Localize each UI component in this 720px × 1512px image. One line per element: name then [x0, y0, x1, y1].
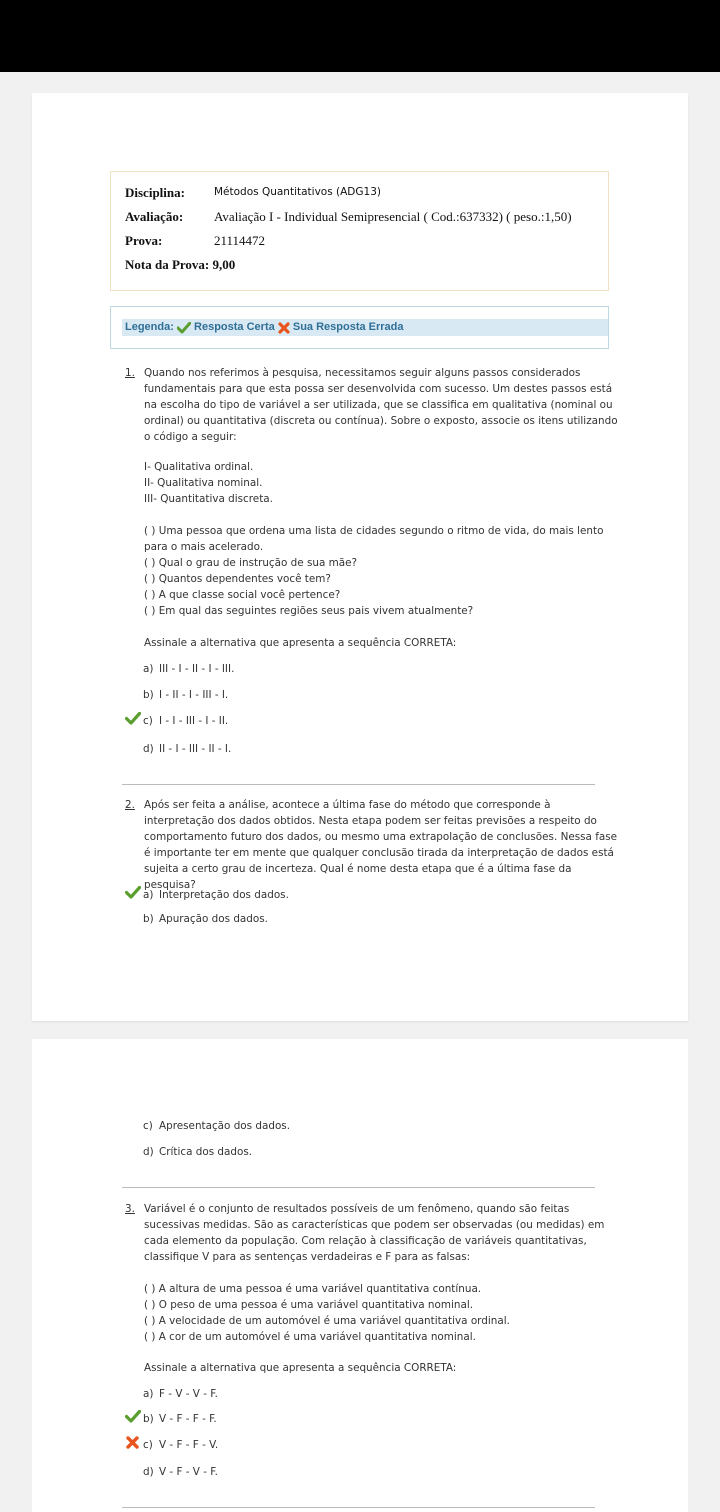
q2-alt-a-letter: a)	[143, 889, 154, 901]
check-icon	[125, 886, 141, 899]
q3-alt-c-text: V - F - F - V.	[159, 1439, 219, 1451]
q2-alt-c-letter: c)	[143, 1120, 153, 1132]
q2-alt-d[interactable]	[143, 1145, 252, 1159]
q1-alt-d[interactable]	[143, 742, 231, 756]
q1-code-2: II- Qualitativa nominal.	[144, 477, 263, 489]
q3-alt-d-text: V - F - V - F.	[159, 1466, 218, 1478]
q2-alt-b-text: Apuração dos dados.	[159, 913, 268, 925]
q3-alt-a-text: F - V - V - F.	[159, 1388, 218, 1400]
legend-correct: Resposta Certa	[194, 321, 275, 333]
q3-alt-d[interactable]	[143, 1465, 218, 1479]
page-1	[32, 93, 688, 1021]
question-1-text: Quando nos referimos à pesquisa, necessitamos seguir alguns passos considerados fundamentais para que esta possa ser desenvolvida com sucesso. Um destes passos está na escolha do tipo de variável a ser utilizada, que se classifica em qualitativa (nominal ou ordinal) ou quantitativa (discreta ou contínua). Sobre o exposto, associe os itens utilizando o código a seguir:	[144, 367, 618, 443]
check-icon	[125, 712, 141, 725]
q1-item-1-cont: para o mais acelerado.	[144, 541, 264, 553]
check-icon	[125, 1410, 141, 1423]
q1-alt-a-letter: a)	[143, 663, 154, 675]
prova-label: Prova:	[125, 233, 163, 248]
q1-alt-c[interactable]	[143, 714, 228, 728]
disciplina-label: Disciplina:	[125, 185, 185, 200]
legend-box	[110, 306, 609, 349]
q1-prompt-text: Assinale a alternativa que apresenta a sequência CORRETA:	[144, 637, 457, 649]
q1-alt-b-text: I - II - I - III - I.	[159, 689, 229, 701]
q1-alt-d-text: II - I - III - II - I.	[159, 743, 232, 755]
q3-alt-d-letter: d)	[143, 1466, 154, 1478]
avaliacao-label: Avaliação:	[125, 209, 184, 224]
q3-item-2: ( ) O peso de uma pessoa é uma variável quantitativa nominal.	[144, 1299, 474, 1311]
q3-alt-b-text: V - F - F - F.	[159, 1413, 217, 1425]
question-1-number: 1.	[125, 367, 135, 379]
question-2-text: Após ser feita a análise, acontece a última fase do método que corresponde à interpretação dos dados obtidos. Nesta etapa podem ser feitas previsões a respeito do comportamento futuro dos dados, ou mesmo uma extrapolação de conclusões. Nessa fase é importante ter em mente que qualquer conclusão tirada da interpretação de dados está sujeita a certo grau de incerteza. Qual é nome desta etapa que é a última fase da pesquisa?	[144, 799, 618, 891]
q1-alt-a[interactable]	[143, 662, 234, 676]
q3-alt-b[interactable]	[143, 1412, 217, 1426]
q3-prompt-text: Assinale a alternativa que apresenta a sequência CORRETA:	[144, 1362, 457, 1374]
q2-alt-d-text: Crítica dos dados.	[159, 1146, 253, 1158]
separator	[122, 784, 595, 785]
q1-alt-b-letter: b)	[143, 689, 154, 701]
q1-item-1: ( ) Uma pessoa que ordena uma lista de cidades segundo o ritmo de vida, do mais lento	[144, 525, 604, 537]
legend-label: Legenda:	[125, 321, 174, 333]
q3-alt-a[interactable]	[143, 1387, 218, 1401]
q1-alt-c-letter: c)	[143, 715, 153, 727]
q3-alt-c[interactable]	[143, 1438, 218, 1452]
top-bar	[0, 0, 720, 72]
prova-value: 21114472	[214, 233, 266, 248]
q3-alt-a-letter: a)	[143, 1388, 154, 1400]
q1-alt-c-text: I - I - III - I - II.	[159, 715, 229, 727]
q1-alt-d-letter: d)	[143, 743, 154, 755]
avaliacao-value: Avaliação I - Individual Semipresencial ( Cod.:637332) ( peso.:1,50)	[214, 209, 572, 224]
q3-item-4: ( ) A cor de um automóvel é uma variável quantitativa nominal.	[144, 1331, 476, 1343]
separator	[122, 1187, 595, 1188]
exam-info-box	[110, 171, 609, 291]
disciplina-value: Métodos Quantitativos (ADG13)	[214, 186, 381, 198]
question-3-text: Variável é o conjunto de resultados possíveis de um fenômeno, quando são feitas sucessivas medidas. São as características que podem ser observadas (ou medidas) em cada elemento da população. Com relação à classificação de variáveis quantitativas, classifique V para as sentenças verdadeiras e F para as falsas:	[144, 1203, 605, 1263]
q3-item-1: ( ) A altura de uma pessoa é uma variável quantitativa contínua.	[144, 1283, 482, 1295]
q1-item-5: ( ) Em qual das seguintes regiões seus pais vivem atualmente?	[144, 605, 474, 617]
q3-alt-c-letter: c)	[143, 1439, 153, 1451]
cross-icon	[126, 1436, 139, 1449]
q2-alt-c[interactable]	[143, 1119, 290, 1133]
page-2	[32, 1039, 688, 1512]
cross-icon	[278, 322, 290, 334]
q3-item-3: ( ) A velocidade de um automóvel é uma variável quantitativa ordinal.	[144, 1315, 510, 1327]
check-icon	[177, 322, 191, 334]
q2-alt-c-text: Apresentação dos dados.	[159, 1120, 291, 1132]
legend-bar	[122, 319, 608, 336]
q1-alt-b[interactable]	[143, 688, 228, 702]
q1-code-1: I- Qualitativa ordinal.	[144, 461, 254, 473]
question-2-number: 2.	[125, 799, 135, 811]
q2-alt-b-letter: b)	[143, 913, 154, 925]
q1-item-4: ( ) A que classe social você pertence?	[144, 589, 341, 601]
q1-alt-a-text: III - I - II - I - III.	[159, 663, 235, 675]
q2-alt-a[interactable]	[143, 888, 289, 902]
q1-code-3: III- Quantitativa discreta.	[144, 493, 273, 505]
q2-alt-d-letter: d)	[143, 1146, 154, 1158]
legend-wrong: Sua Resposta Errada	[292, 321, 404, 333]
nota-label: Nota da Prova: 9,00	[125, 257, 236, 272]
q1-item-3: ( ) Quantos dependentes você tem?	[144, 573, 331, 585]
separator	[122, 1507, 595, 1508]
question-3-number: 3.	[125, 1203, 135, 1215]
q2-alt-b[interactable]	[143, 912, 268, 926]
q2-alt-a-text: Interpretação dos dados.	[159, 889, 289, 901]
q3-alt-b-letter: b)	[143, 1413, 154, 1425]
q1-item-2: ( ) Qual o grau de instrução de sua mãe?	[144, 557, 358, 569]
